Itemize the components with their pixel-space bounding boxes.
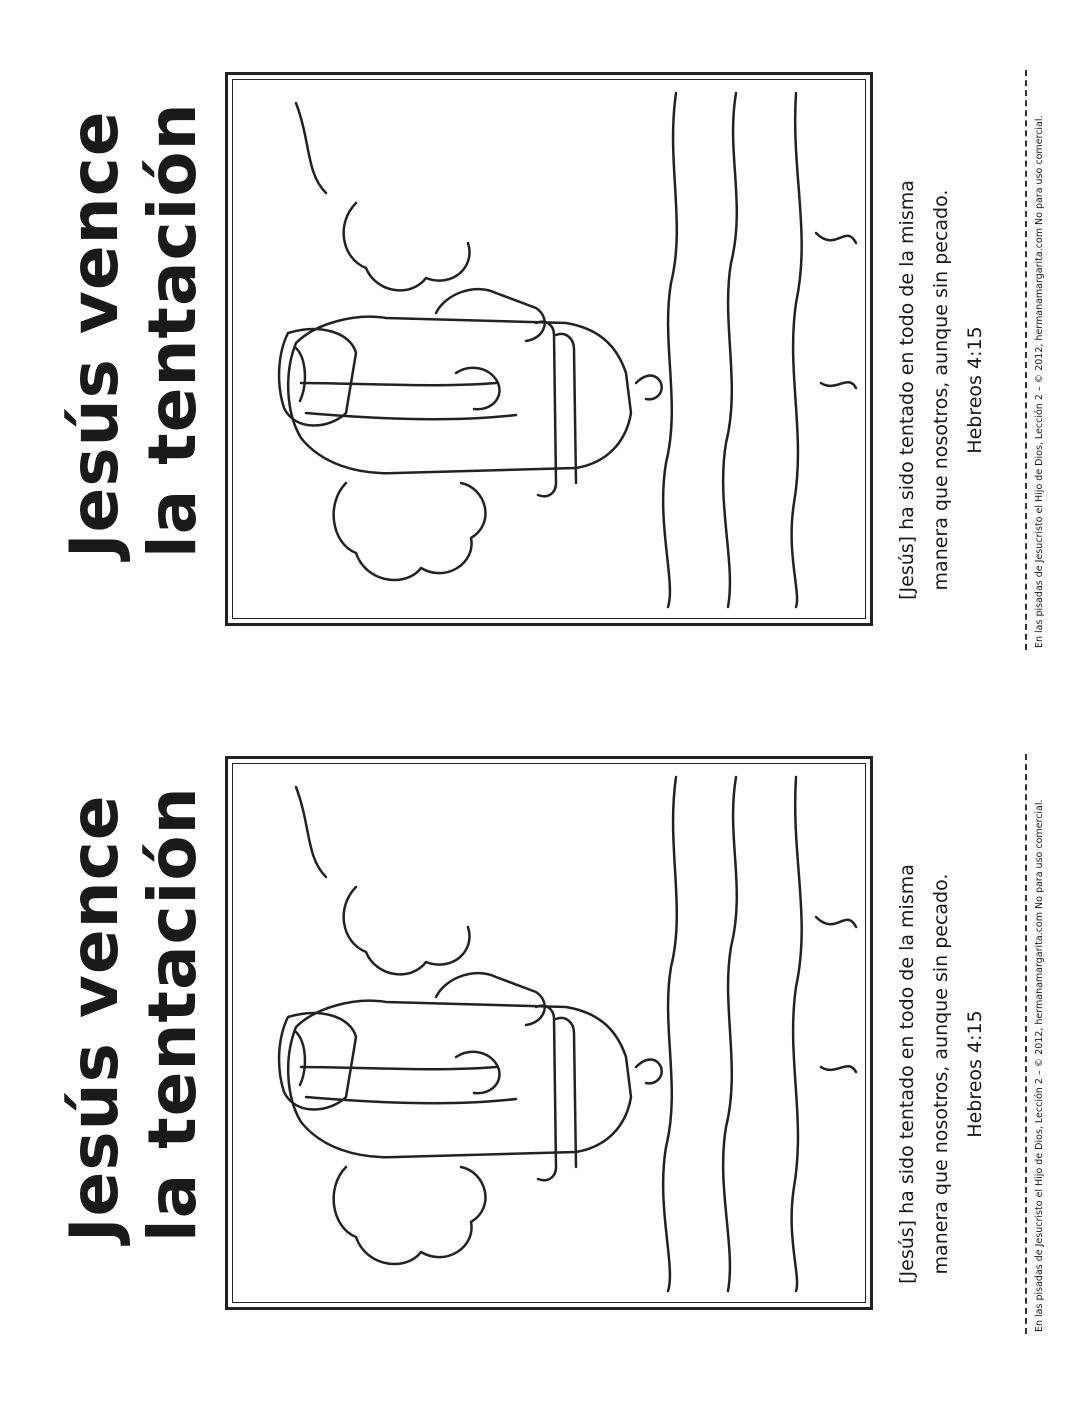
panel-title-line-1: Jesús vence bbox=[56, 794, 133, 1242]
bible-verse-line-2: manera que nosotros, aunque sin pecado. bbox=[930, 873, 952, 1275]
panel-title-line-2: la tentación bbox=[134, 786, 211, 1242]
jesus-in-wilderness-icon bbox=[236, 767, 864, 1301]
coloring-panel-bottom bbox=[0, 704, 1088, 1384]
copyright-footer: En las pisadas de Jesucristo el Hijo de Dios, Lección 2 – © 2012, hermanamargarita.com No para uso comercial. bbox=[1034, 799, 1045, 1332]
jesus-in-wilderness-icon bbox=[236, 83, 864, 617]
cut-line bbox=[1025, 70, 1027, 650]
copyright-footer: En las pisadas de Jesucristo el Hijo de Dios, Lección 2 – © 2012, hermanamargarita.com No para uso comercial. bbox=[1034, 115, 1045, 648]
panel-title-line-2: la tentación bbox=[134, 102, 211, 558]
illustration-frame bbox=[225, 72, 873, 626]
coloring-panel-top bbox=[0, 20, 1088, 700]
bible-verse-line-2: manera que nosotros, aunque sin pecado. bbox=[930, 189, 952, 591]
panel-title-line-1: Jesús vence bbox=[56, 110, 133, 558]
bible-verse-line-1: [Jesús] ha sido tentado en todo de la misma bbox=[896, 180, 918, 600]
bible-verse-reference: Hebreos 4:15 bbox=[964, 1010, 986, 1138]
bible-verse-reference: Hebreos 4:15 bbox=[964, 326, 986, 454]
bible-verse-line-1: [Jesús] ha sido tentado en todo de la misma bbox=[896, 864, 918, 1284]
illustration-frame bbox=[225, 756, 873, 1310]
cut-line bbox=[1025, 754, 1027, 1334]
